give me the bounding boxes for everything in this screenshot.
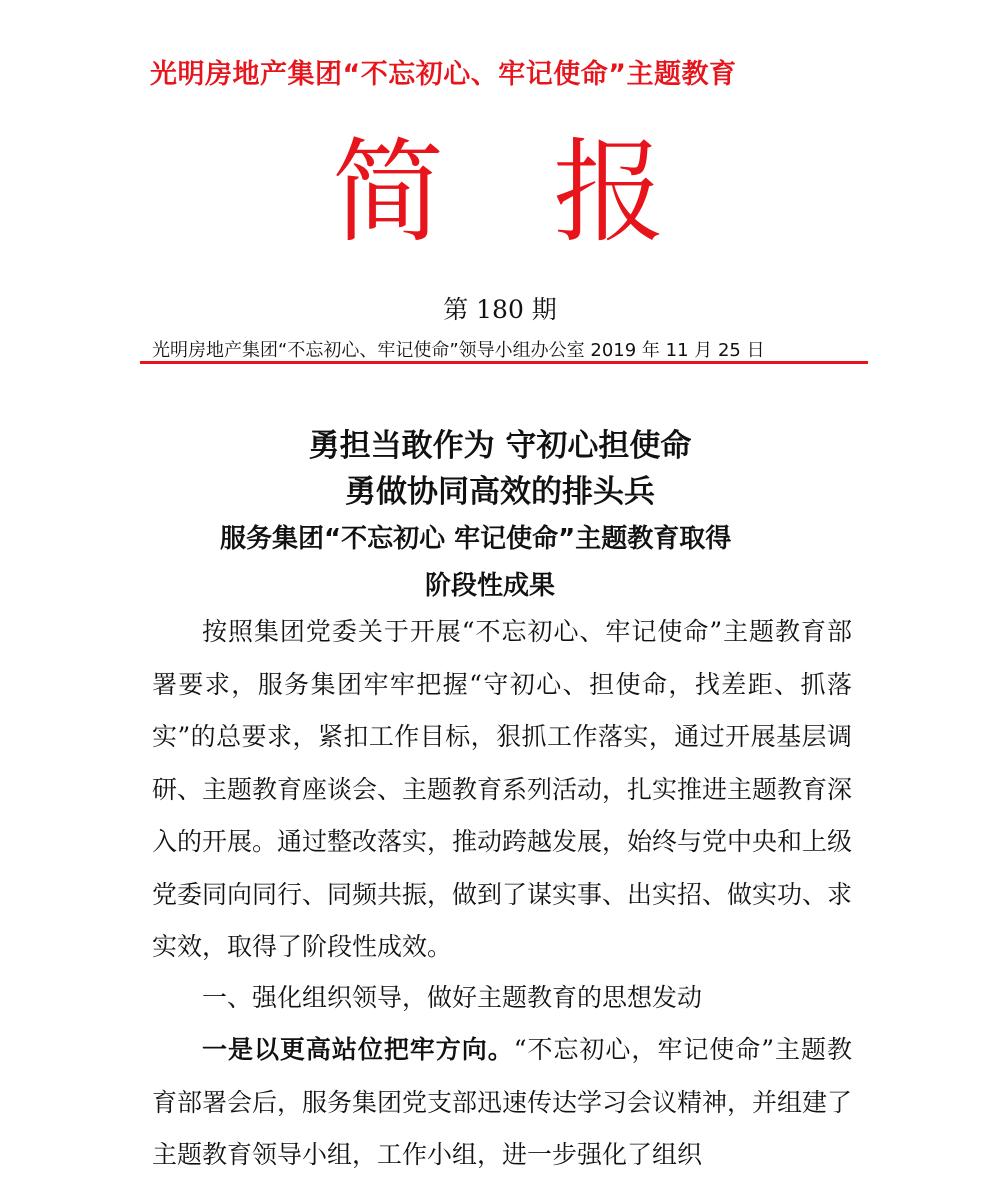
article-title-line-1: 勇担当敢作为 守初心担使命 — [308, 428, 692, 464]
issuer-line: 光明房地产集团“不忘初心、牢记使命”领导小组办公室 2019 年 11 月 25 日 — [152, 340, 765, 361]
paragraph-2-lead: 一是以更高站位把牢方向。 — [202, 1035, 514, 1064]
masthead — [0, 128, 1000, 258]
masthead-char-bao: 报 — [553, 128, 665, 258]
header-organization: 光明房地产集团“不忘初心、牢记使命”主题教育 — [150, 59, 737, 90]
red-divider — [140, 361, 868, 364]
paragraph-1-text: 按照集团党委关于开展“不忘初心、牢记使命”主题教育部署要求，服务集团牢牢把握“守初心、担使命，找差距、抓落实”的总要求，紧扣工作目标，狠抓工作落实，通过开展基层调研、主题教育座谈会、主题教育系列活动，扎实推进主题教育深入的开展。通过整改落实，推动跨越发展，始终与党中央和上级党委同向同行、同频共振，做到了谋实事、出实招、做实功、求实效，取得了阶段性成效。 — [152, 617, 853, 961]
paragraph-2-body: “不忘初心，牢记使命”主题教育部署会后，服务集团党支部迅速传达学习会议精神，并组建了主题教育领导小组，工作小组，进一步强化了组织 — [152, 1035, 853, 1169]
paragraph-2 — [152, 1024, 852, 1182]
paragraph-2-text — [152, 1024, 852, 1182]
article-subtitle-line-1: 服务集团“不忘初心 牢记使命”主题教育取得 — [220, 524, 732, 554]
section-1-heading: 一、强化组织领导，做好主题教育的思想发动 — [202, 983, 703, 1012]
article-subtitle-line-2: 阶段性成果 — [425, 571, 556, 601]
masthead-char-jian: 简 — [332, 128, 444, 258]
article-title-line-2: 勇做协同高效的排头兵 — [345, 474, 655, 510]
issue-number: 第 180 期 — [443, 295, 557, 324]
paragraph-1 — [152, 606, 852, 974]
